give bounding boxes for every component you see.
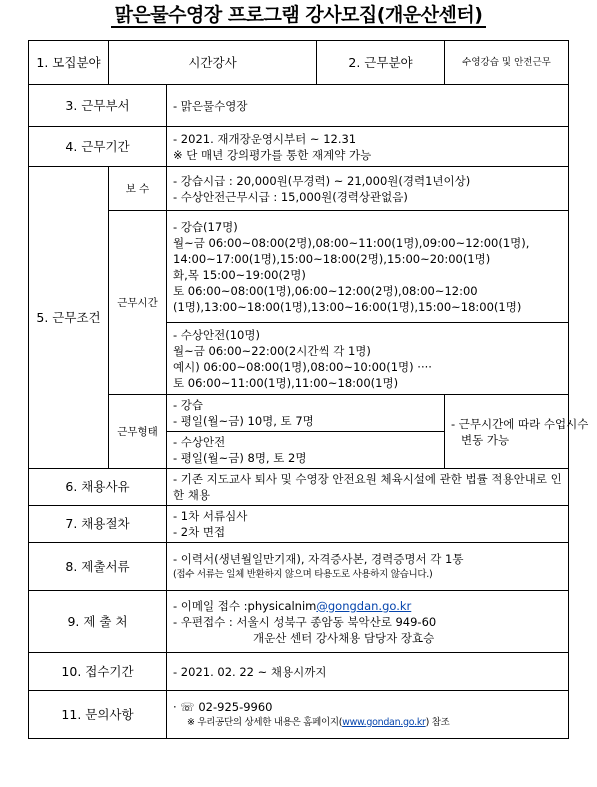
row-hours-lesson — [29, 211, 569, 323]
pay-line-1: - 강습시급 : 20,000원(무경력) ~ 21,000원(경력1년이상) — [173, 173, 471, 188]
inquiry-note — [173, 715, 562, 731]
row-reason — [29, 469, 569, 506]
value-submit — [167, 591, 569, 653]
row-period — [29, 127, 569, 167]
label-form: 근무형태 — [109, 395, 167, 469]
value-procedure — [167, 506, 569, 543]
submit-post-2: 개운산 센터 강사채용 담당자 장효승 — [253, 630, 435, 645]
form-safety-1: - 수상안전 — [173, 435, 226, 449]
hours-lesson-2: 월~금 06:00~08:00(2명),08:00~11:00(1명),09:00~12:00(1명), — [173, 235, 530, 250]
pay-line-2: - 수상안전근무시급 : 15,000원(경력상관없음) — [173, 189, 408, 204]
hours-safety-2: 월~금 06:00~22:00(2시간씩 각 1명) — [173, 343, 371, 358]
hours-lesson-3: 14:00~17:00(1명),15:00~18:00(2명),15:00~20:00(1명) — [173, 251, 491, 266]
period-line-2: ※ 단 매년 강의평가를 통한 재계약 가능 — [173, 147, 372, 162]
row-department — [29, 85, 569, 127]
hours-lesson-1: - 강습(17명) — [173, 219, 238, 234]
value-inquiry — [167, 691, 569, 739]
label-department: 3. 근무부서 — [29, 85, 167, 127]
value-work-area: 수영강습 및 안전근무 — [445, 41, 569, 85]
row-submit — [29, 591, 569, 653]
label-apply-period: 10. 접수기간 — [29, 653, 167, 691]
label-documents: 8. 제출서류 — [29, 543, 167, 591]
label-hours: 근무시간 — [109, 211, 167, 395]
row-apply-period — [29, 653, 569, 691]
recruitment-table — [28, 40, 589, 739]
value-hours-safety — [167, 323, 569, 395]
label-submit: 9. 제 출 처 — [29, 591, 167, 653]
department-line: - 맑은물수영장 — [173, 98, 248, 113]
hours-safety-3: 예시) 06:00~08:00(1명),08:00~10:00(1명) ···· — [173, 359, 432, 374]
submit-email-prefix: - 이메일 접수 :physicalnim — [173, 598, 317, 613]
row-inquiry — [29, 691, 569, 739]
hours-lesson-6: (1명),13:00~18:00(1명),13:00~16:00(1명),15:00~18:00(1명) — [173, 299, 522, 314]
apply-period-text: - 2021. 02. 22 ~ 채용시까지 — [173, 664, 327, 679]
value-pay — [167, 167, 569, 211]
documents-note: (접수 서류는 일체 반환하지 않으며 타용도로 사용하지 않습니다.) — [173, 568, 433, 580]
procedure-line-1: - 1차 서류심사 — [173, 509, 248, 523]
label-pay: 보 수 — [109, 167, 167, 211]
label-inquiry: 11. 문의사항 — [29, 691, 167, 739]
row-form-lesson — [29, 395, 569, 432]
value-reason — [167, 469, 569, 506]
submit-post-1: - 우편접수 : 서울시 성북구 종암동 북악산로 949-60 — [173, 614, 437, 629]
value-period — [167, 127, 569, 167]
row-procedure — [29, 506, 569, 543]
value-documents — [167, 543, 569, 591]
value-field: 시간강사 — [109, 41, 317, 85]
page-title-text: 맑은물수영장 프로그램 강사모집(개운산센터) — [111, 4, 487, 28]
hours-safety-1: - 수상안전(10명) — [173, 327, 260, 342]
form-safety-2: - 평일(월~금) 8명, 토 2명 — [173, 451, 307, 465]
row-documents — [29, 543, 569, 591]
inquiry-homepage-link[interactable]: www.gondan.go.kr — [342, 716, 426, 728]
value-apply-period — [167, 653, 569, 691]
value-form-safety — [167, 432, 445, 469]
period-line-1: - 2021. 재개장운영시부터 ~ 12.31 — [173, 131, 357, 146]
row-field — [29, 41, 569, 85]
row-pay — [29, 167, 569, 211]
hours-lesson-5: 토 06:00~08:00(1명),06:00~12:00(2명),08:00~12:00 — [173, 283, 478, 298]
documents-line: - 이력서(생년월일만기재), 자격증사본, 경력증명서 각 1통 — [173, 551, 464, 566]
inquiry-note-prefix: ※ 우리공단의 상세한 내용은 홈페이지( — [187, 716, 343, 728]
form-note-1: - 근무시간에 따라 수업시수 — [451, 416, 589, 431]
form-lesson-2: - 평일(월~금) 10명, 토 7명 — [173, 414, 314, 428]
hours-safety-4: 토 06:00~11:00(1명),11:00~18:00(1명) — [173, 375, 399, 390]
reason-text: - 기존 지도교사 퇴사 및 수영장 안전요원 체육시설에 관한 법률 적용안내로 인한 채용 — [173, 472, 562, 502]
value-form-note — [445, 395, 589, 469]
label-field: 1. 모집분야 — [29, 41, 109, 85]
label-period: 4. 근무기간 — [29, 127, 167, 167]
inquiry-note-suffix: ) 참조 — [425, 716, 450, 728]
page-title — [0, 0, 597, 36]
procedure-line-2: - 2차 면접 — [173, 525, 226, 539]
value-department — [167, 85, 569, 127]
label-reason: 6. 채용사유 — [29, 469, 167, 506]
label-procedure: 7. 채용절차 — [29, 506, 167, 543]
hours-lesson-4: 화,목 15:00~19:00(2명) — [173, 267, 306, 282]
submit-email-link[interactable]: @gongdan.go.kr — [316, 598, 412, 613]
label-work-area: 2. 근무분야 — [317, 41, 445, 85]
label-conditions: 5. 근무조건 — [29, 167, 109, 469]
form-note-2: 변동 가능 — [461, 432, 510, 447]
form-lesson-1: - 강습 — [173, 398, 204, 412]
value-hours-lesson — [167, 211, 569, 323]
submit-email — [173, 598, 562, 614]
inquiry-phone: · ☏ 02-925-9960 — [173, 699, 273, 714]
value-form-lesson — [167, 395, 445, 432]
